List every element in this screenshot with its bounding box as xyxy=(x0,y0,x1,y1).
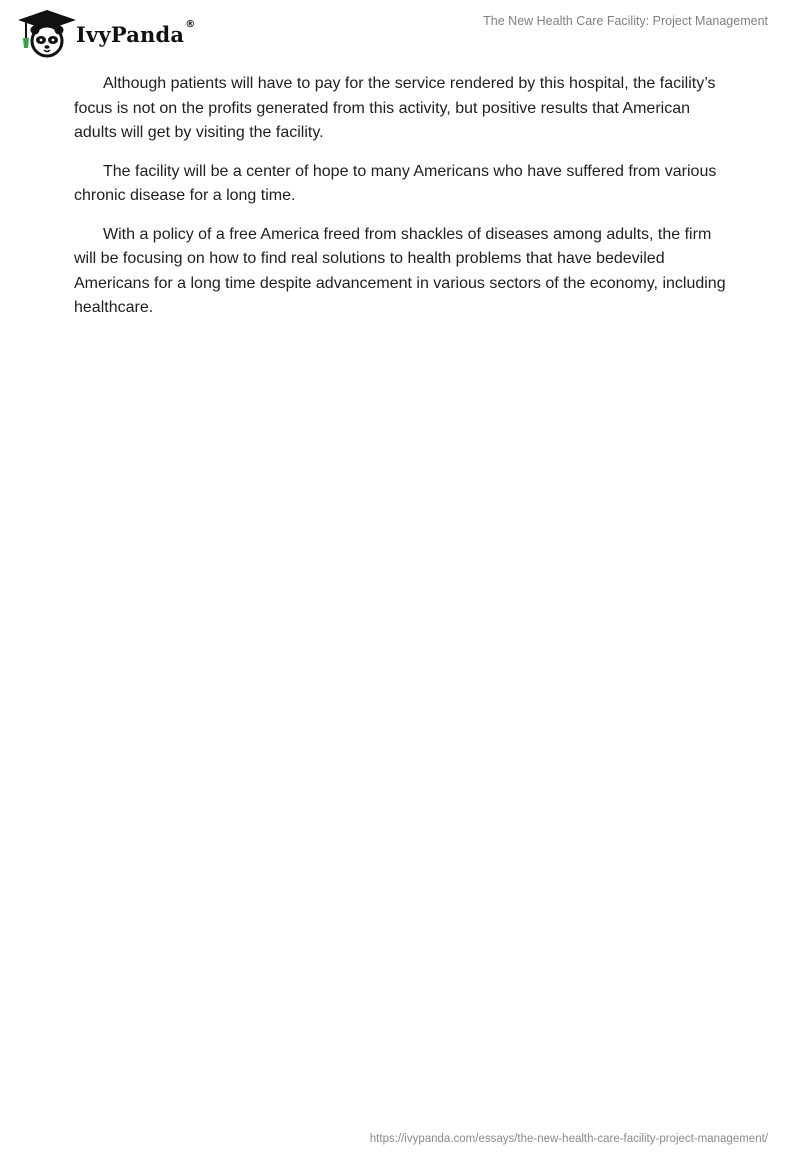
paragraph: Although patients will have to pay for the service rendered by this hospital, the facility’s focus is not on the profits generated from this activity, but positive results that American adults will get by visiting the facility. xyxy=(74,75,716,141)
source-url[interactable]: https://ivypanda.com/essays/the-new-health-care-facility-project-management/ xyxy=(369,1133,768,1145)
brand-name: IvyPanda xyxy=(76,21,185,47)
page-header xyxy=(0,0,800,60)
running-title: The New Health Care Facility: Project Management xyxy=(483,14,768,28)
paragraph: With a policy of a free America freed from shackles of diseases among adults, the firm will be focusing on how to find real solutions to health problems that have bedeviled Americans for a long time despite advancement in various sectors of the economy, including healthcare. xyxy=(74,225,726,316)
essay-body xyxy=(74,72,734,335)
ivypanda-logo[interactable] xyxy=(14,8,195,58)
registered-mark: ® xyxy=(185,18,196,30)
panda-graduation-cap-icon xyxy=(14,8,76,58)
paragraph: The facility will be a center of hope to many Americans who have suffered from various chronic disease for a long time. xyxy=(74,162,717,204)
